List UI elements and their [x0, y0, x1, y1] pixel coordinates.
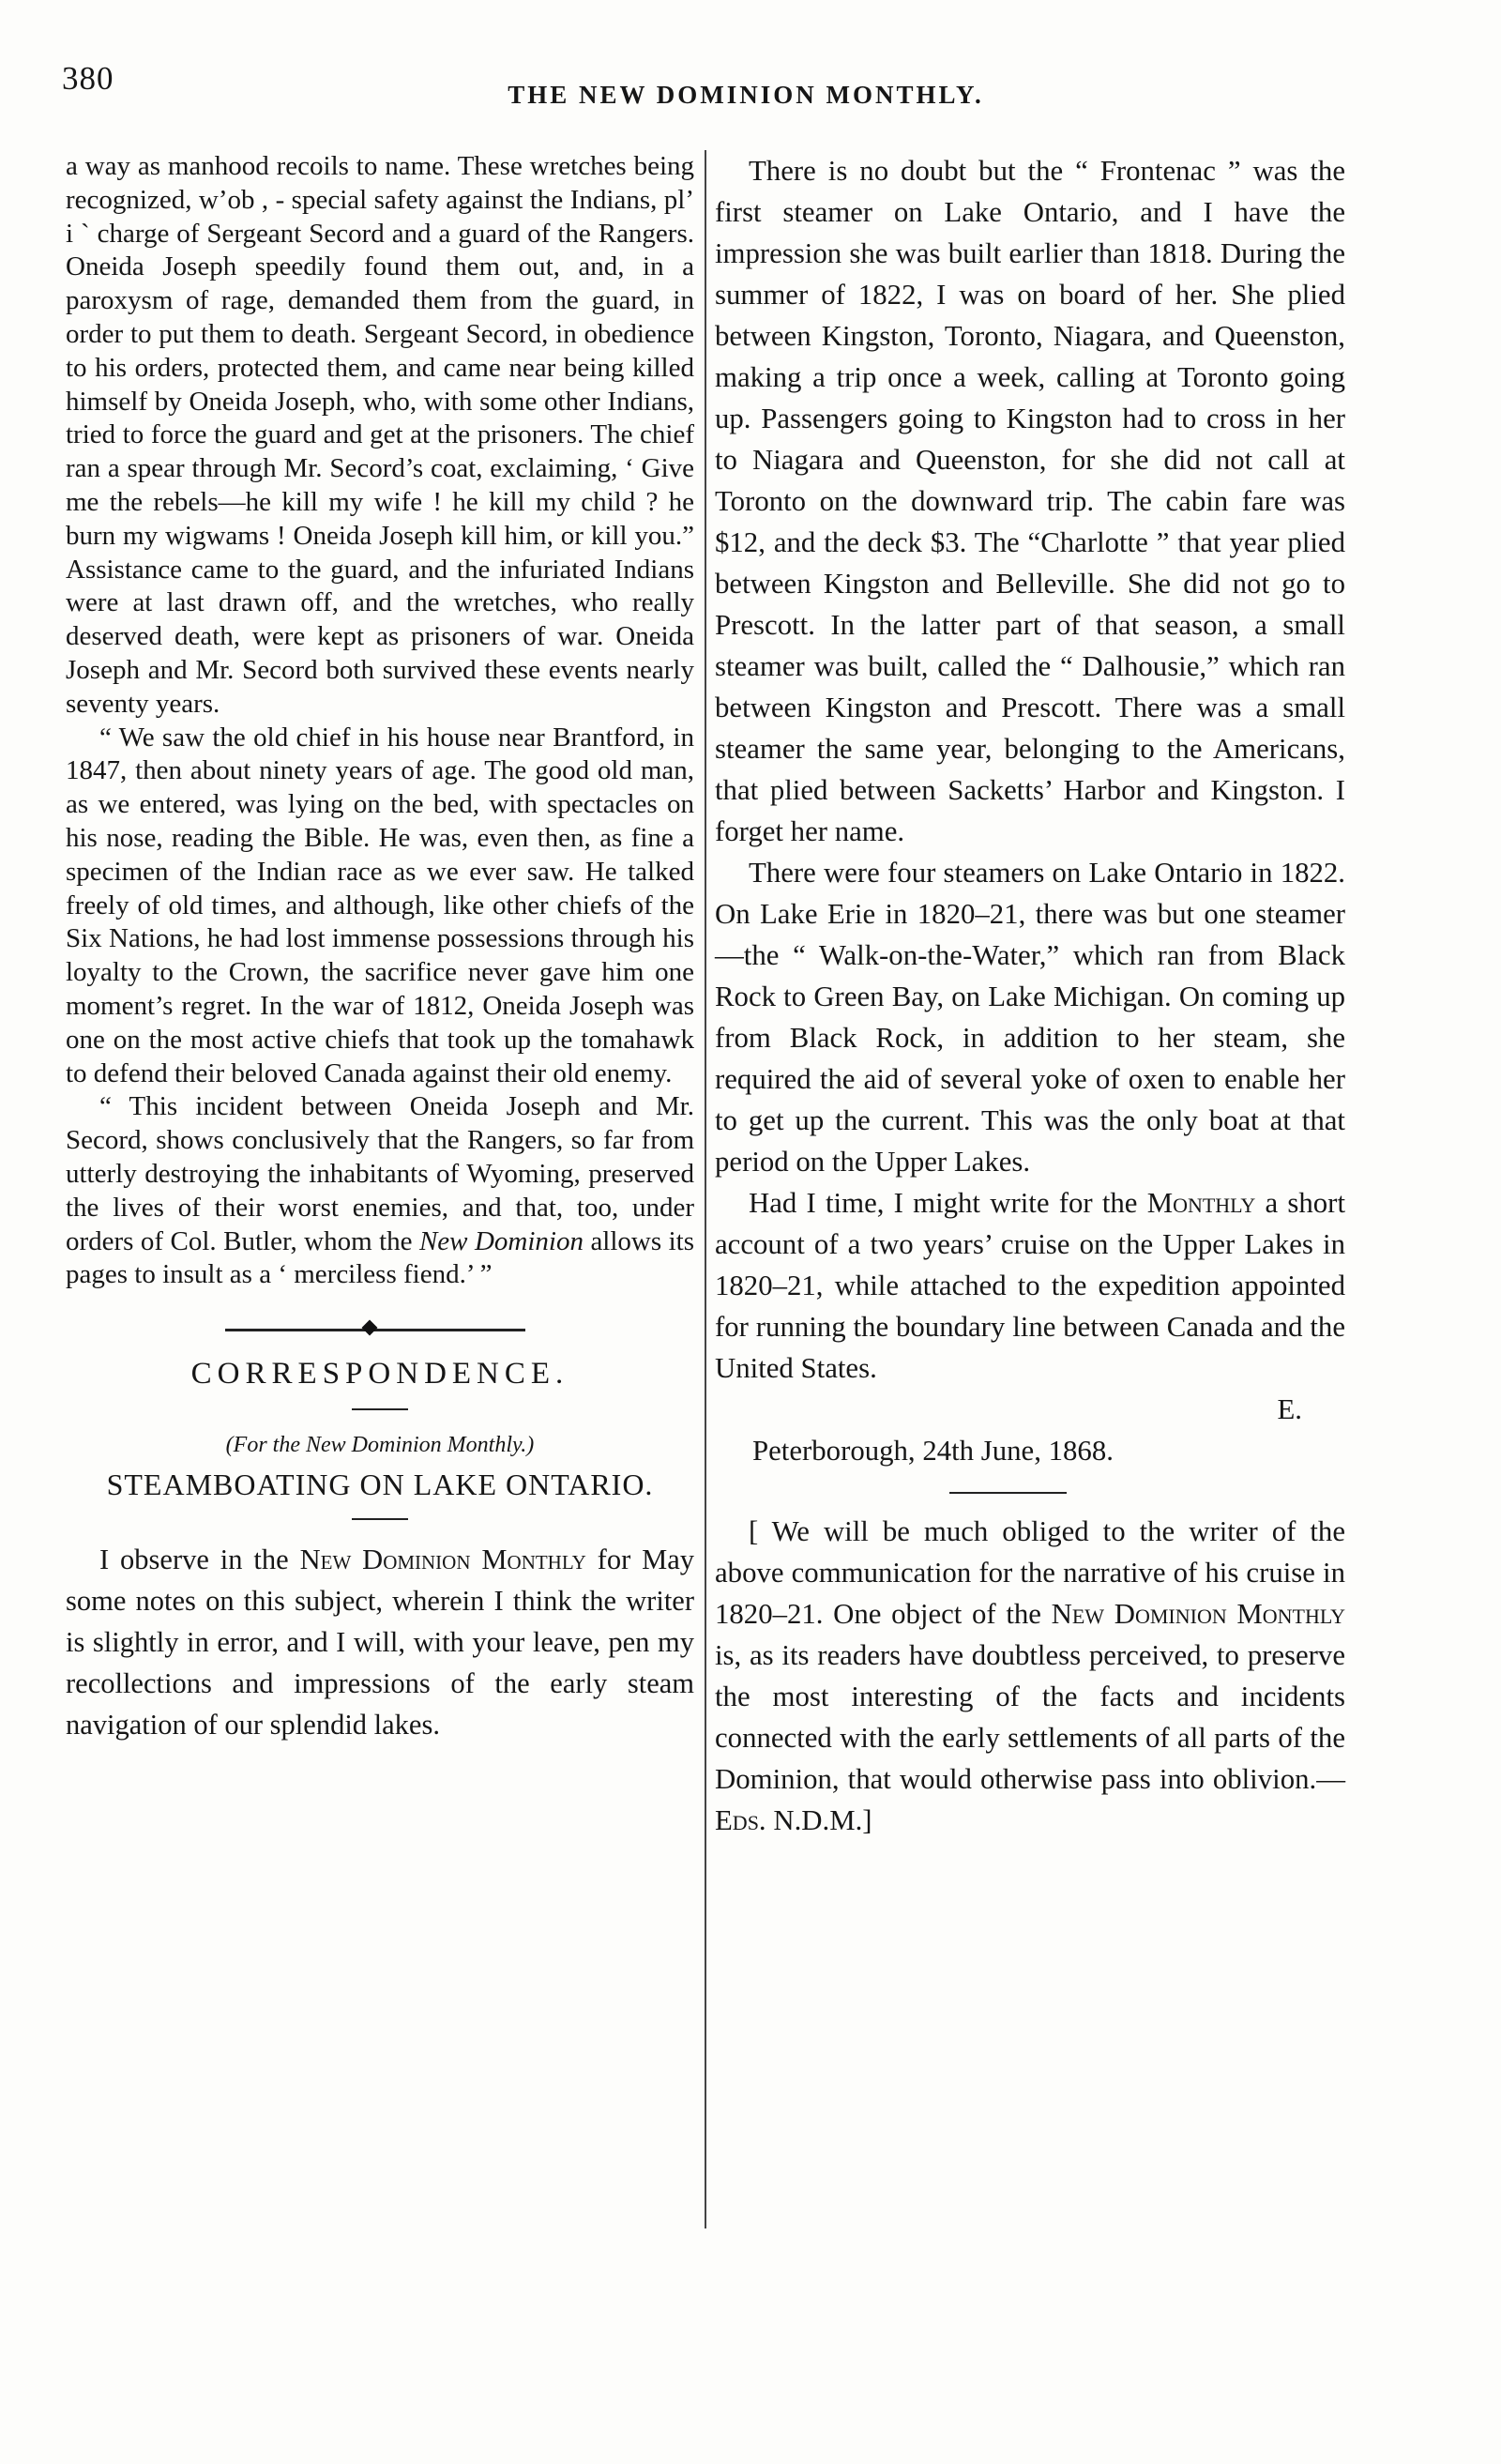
paragraph [66, 1090, 694, 1292]
signoff-place: Peterborough, 24th June, 1868. [752, 1435, 1114, 1467]
paragraph [715, 1182, 1345, 1389]
journal-name: New Dominion Monthly [1051, 1598, 1345, 1630]
paragraph: There were four steamers on Lake Ontario in 1822. On Lake Erie in 1820–21, there was but one steamer—the “ Walk-on-the-Water,” which ran from Black Rock to Green Bay, on Lake Michigan. On coming up from Black Rock, in addition to her steam, she required the aid of several yoke of oxen to enable her to get up the current. This was the only boat at that period on the Upper Lakes. [715, 857, 1345, 1178]
paragraph-text: a short account of a two years’ cruise on the Upper Lakes in 1820–21, while attached to the expedition appointed for running the boundary line between Canada and the United States. [715, 1187, 1345, 1384]
paragraph-text: “ This incident between Oneida Joseph and Mr. Secord, shows conclusively that the Rangers, so far from utterly destroying the inhabitants of Wyoming, preserved the lives of their worst enemies, and that, too, under orders of Col. Butler, whom the [66, 1091, 694, 1256]
opening-paragraph [66, 1539, 694, 1745]
short-rule [352, 1518, 408, 1520]
ornamental-divider [66, 1311, 694, 1348]
paragraph: There is no doubt but the “ Frontenac ” was the first steamer on Lake Ontario, and I have the impression she was built earlier than 1818. During the summer of 1822, I was on board of her. She plied between Kingston, Toronto, Niagara, and Queenston, making a trip once a week, calling at Toronto going up. Passengers going to Kingston had to cross in her to Niagara and Queenston, for she did not call at Toronto on the downward trip. The cabin fare was $12, and the deck $3. The “Charlotte ” that year plied between Kingston and Belleville. She did not go to Prescott. In the latter part of that season, a small steamer was built, called the “ Dalhousie,” which ran between Kingston and Prescott. There was a small steamer the same year, belonging to the Americans, that plied between Sacketts’ Harbor and Kingston. I forget her name. [715, 155, 1345, 847]
paragraph-text: I observe in the [99, 1544, 289, 1576]
journal-name: New Dominion Monthly [299, 1544, 586, 1576]
paragraph-text: for May some notes on this subject, wherein I think the writer is slightly in error, and I will, with your leave, pen my recollections and impressions of the early steam navigation of our splendid lakes. [66, 1544, 695, 1742]
diamond-ornament-icon [362, 1320, 378, 1336]
right-column [715, 150, 1345, 1841]
short-rule [949, 1492, 1067, 1494]
note-text: [ We will be much obliged to the writer of the above communication for the narrative of his cruise in 1820–21. One object of the [715, 1515, 1345, 1630]
paragraph: a way as manhood recoils to name. These wretches being recognized, w’ob , ‐ special safety against the Indians, pl’ i ` charge of Sergeant Secord and a guard of the Rangers. Oneida Joseph speedily found them out, and, in a paroxysm of rage, demanded them from the guard, in order to put them to death. Sergeant Secord, in obedience to his orders, protected them, and came near being killed himself by Oneida Joseph, who, with some other Indians, tried to force the guard and get at the prisoners. The chief ran a spear through Mr. Secord’s coat, exclaiming, ‘ Give me the rebels—he kill my wife ! he kill my child ? he burn my wigwams ! Oneida Joseph kill him, or kill you.” Assistance came to the guard, and the infuriated Indians were at last drawn off, and the wretches, who really deserved death, were kept as prisoners of war. Oneida Joseph and Mr. Secord both survived these events nearly seventy years. [66, 151, 694, 719]
editors-signature: Eds. [715, 1804, 766, 1836]
article-title: STEAMBOATING ON LAKE ONTARIO. [106, 1467, 654, 1501]
section-heading: CORRESPONDENCE. [190, 1357, 569, 1392]
running-head: THE NEW DOMINION MONTHLY. [508, 81, 984, 109]
paragraph-text: Had I time, I might write for the [749, 1187, 1138, 1219]
note-text: is, as its readers have doubtless perceived, to preserve the most interesting of the facts and incidents connected with the early settlements of all parts of the Dominion, that would otherwise pass into oblivion.— [715, 1639, 1345, 1795]
paragraph-text: allows its pages to insult as a ‘ merciless fiend.’ ” [66, 1225, 694, 1290]
note-text: N.D.M.] [773, 1804, 872, 1836]
journal-name: Monthly [1146, 1187, 1256, 1219]
editor-note [715, 1511, 1345, 1841]
page-number: 380 [62, 60, 114, 97]
left-column [66, 150, 694, 1745]
paragraph: “ We saw the old chief in his house near Brantford, in 1847, then about ninety years of age. The good old man, as we entered, was lying on the bed, with spectacles on his nose, reading the Bible. He was, even then, as fine a specimen of the Indian race as we ever saw. He talked freely of old times, and although, like other chiefs of the Six Nations, he had lost immense possessions through his loyalty to the Crown, the sacrifice never gave him one moment’s regret. In the war of 1812, Oneida Joseph was one on the most active chiefs that took up the tomahawk to defend their beloved Canada against their old enemy. [66, 722, 694, 1088]
source-line: (For the New Dominion Monthly.) [225, 1432, 535, 1457]
column-divider [705, 150, 706, 2228]
signoff-initial: E. [1277, 1393, 1302, 1425]
italic-title: New Dominion [418, 1225, 584, 1256]
short-rule [352, 1408, 408, 1410]
